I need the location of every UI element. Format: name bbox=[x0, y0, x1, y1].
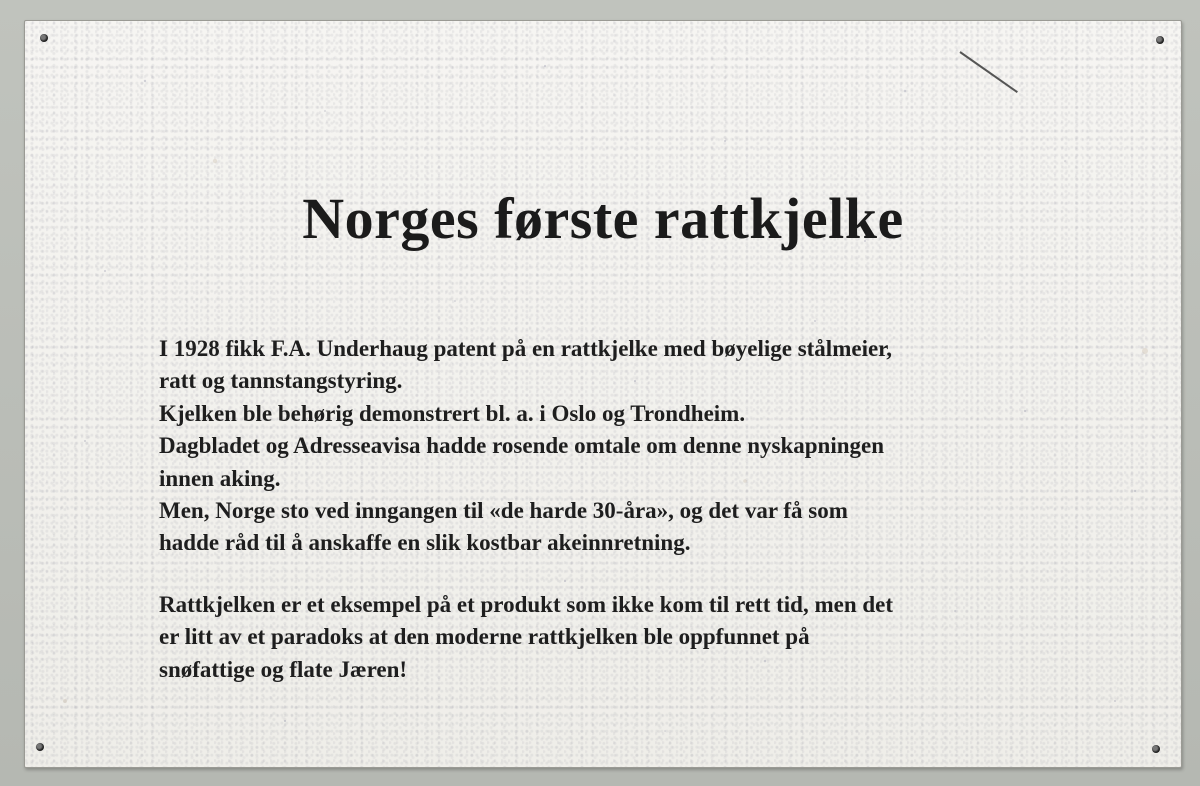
paragraph-1-line-5: innen aking. bbox=[159, 465, 281, 491]
paragraph-1-line-1: I 1928 fikk F.A. Underhaug patent på en rattkjelke med bøyelige stålmeier, bbox=[159, 336, 893, 361]
screw-top-right bbox=[1156, 36, 1164, 44]
plaque-title: Norges første rattkjelke bbox=[302, 186, 904, 251]
paragraph-1-line-2: ratt og tannstangstyring. bbox=[159, 368, 403, 394]
paragraph-gap bbox=[159, 560, 1059, 589]
paragraph-1-line-7: hadde råd til å anskaffe en slik kostbar akeinnretning. bbox=[159, 530, 691, 556]
paragraph-2-line-2: er litt av et paradoks at den moderne rattkjelken ble oppfunnet på bbox=[159, 624, 810, 650]
paragraph-1-line-4: Dagbladet og Adresseavisa hadde rosende omtale om denne nyskapningen bbox=[159, 433, 885, 459]
paragraph-1-line-6: Men, Norge sto ved inngangen til «de harde 30-åra», og det var få som bbox=[159, 498, 848, 524]
paragraph-2-line-3: snøfattige og flate Jæren! bbox=[159, 656, 408, 682]
plaque-body bbox=[159, 333, 1059, 686]
screw-top-left bbox=[40, 34, 48, 42]
screw-bottom-right bbox=[1152, 745, 1160, 753]
paragraph-2-line-1: Rattkjelken er et eksempel på et produkt som ikke kom til rett tid, men det bbox=[159, 591, 894, 617]
sign-plaque bbox=[24, 20, 1182, 768]
paragraph-1-line-3: Kjelken ble behørig demonstrert bl. a. i Oslo og Trondheim. bbox=[159, 400, 746, 426]
screw-bottom-left bbox=[36, 743, 44, 751]
